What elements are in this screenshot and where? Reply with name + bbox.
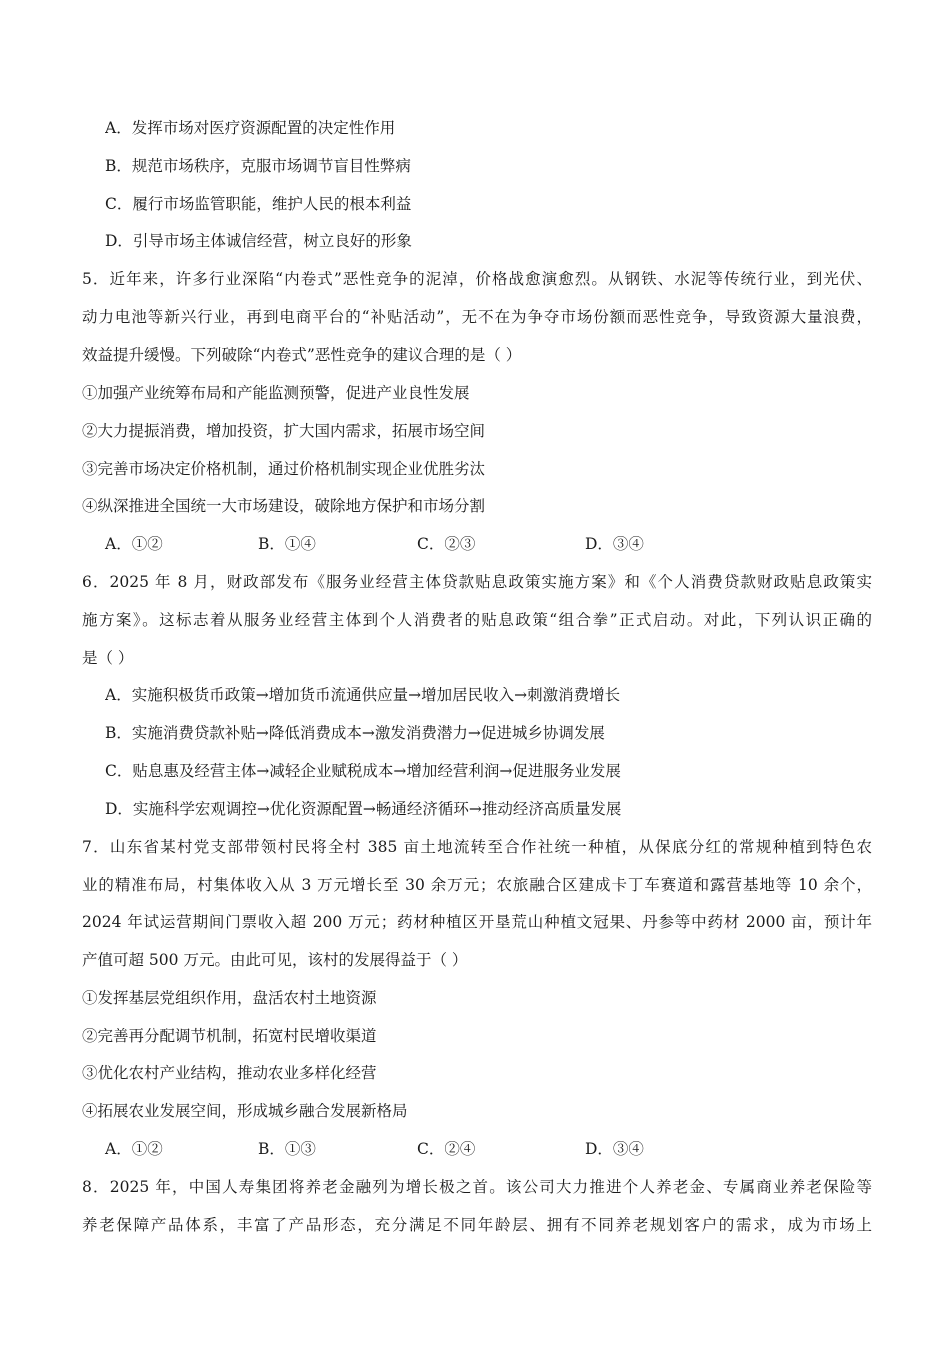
q7-statement-2: ②完善再分配调节机制，拓宽村民增收渠道 (82, 1027, 377, 1045)
q5-choice-d: D．③④ (585, 535, 644, 553)
q5-choice-c: C．②③ (417, 535, 476, 553)
q6-option-c: C．贴息惠及经营主体→减轻企业赋税成本→增加经营利润→促进服务业发展 (105, 762, 621, 780)
q7-stem-line-3: 2024 年试运营期间门票收入超 200 万元；药材种植区开垦荒山种植文冠果、丹参等中药材 2000 亩，预计年 (82, 913, 872, 931)
q6-stem-line-2: 施方案》。这标志着从服务业经营主体到个人消费者的贴息政策“组合拳”正式启动。对此，下列认识正确的 (82, 611, 872, 629)
q8-stem-line-2: 养老保障产品体系，丰富了产品形态，充分满足不同年龄层、拥有不同养老规划客户的需求，成为市场上 (82, 1216, 872, 1234)
q6-option-a: A．实施积极货币政策→增加货币流通供应量→增加居民收入→刺激消费增长 (105, 686, 621, 704)
q7-choice-c: C．②④ (417, 1140, 476, 1158)
q7-choice-d: D．③④ (585, 1140, 644, 1158)
q7-choice-b: B．①③ (258, 1140, 316, 1158)
q7-statement-4: ④拓展农业发展空间，形成城乡融合发展新格局 (82, 1102, 408, 1120)
q5-statement-2: ②大力提振消费，增加投资，扩大国内需求，拓展市场空间 (82, 422, 486, 440)
q5-choice-b: B．①④ (258, 535, 316, 553)
q5-stem-line-2: 动力电池等新兴行业，再到电商平台的“补贴活动”，无不在为争夺市场份额而恶性竞争，导致资源大量浪费， (82, 308, 872, 326)
q5-stem-line-1: 5．近年来，许多行业深陷“内卷式”恶性竞争的泥淖，价格战愈演愈烈。从钢铁、水泥等传统行业，到光伏、 (82, 270, 872, 288)
q8-stem-line-1: 8．2025 年，中国人寿集团将养老金融列为增长极之首。该公司大力推进个人养老金、专属商业养老保险等 (82, 1178, 872, 1196)
q5-statement-1: ①加强产业统筹布局和产能监测预警，促进产业良性发展 (82, 384, 470, 402)
q7-choices (105, 1139, 805, 1159)
q4-option-c: C．履行市场监管职能，维护人民的根本利益 (105, 195, 412, 213)
q5-choices (105, 534, 805, 554)
q6-stem-line-1: 6．2025 年 8 月，财政部发布《服务业经营主体贷款贴息政策实施方案》和《个人消费贷款财政贴息政策实 (82, 573, 872, 591)
q7-stem-line-2: 业的精准布局，村集体收入从 3 万元增长至 30 余万元；农旅融合区建成卡丁车赛道和露营基地等 10 余个， (82, 876, 872, 894)
q7-stem-line-4: 产值可超 500 万元。由此可见，该村的发展得益于（ ） (82, 951, 468, 969)
q4-option-b: B．规范市场秩序，克服市场调节盲目性弊病 (105, 157, 411, 175)
q5-stem-line-3: 效益提升缓慢。下列破除“内卷式”恶性竞争的建议合理的是（ ） (82, 346, 522, 364)
q6-stem-line-3: 是（ ） (82, 649, 134, 667)
q5-statement-3: ③完善市场决定价格机制，通过价格机制实现企业优胜劣汰 (82, 460, 486, 478)
q5-statement-4: ④纵深推进全国统一大市场建设，破除地方保护和市场分割 (82, 497, 486, 515)
q6-option-d: D．实施科学宏观调控→优化资源配置→畅通经济循环→推动经济高质量发展 (105, 800, 622, 818)
q4-option-d: D．引导市场主体诚信经营，树立良好的形象 (105, 232, 412, 250)
q7-choice-a: A．①② (105, 1140, 163, 1158)
q7-statement-1: ①发挥基层党组织作用，盘活农村土地资源 (82, 989, 377, 1007)
q6-option-b: B．实施消费贷款补贴→降低消费成本→激发消费潜力→促进城乡协调发展 (105, 724, 605, 742)
q7-stem-line-1: 7．山东省某村党支部带领村民将全村 385 亩土地流转至合作社统一种植，从保底分红的常规种植到特色农 (82, 838, 872, 856)
q5-choice-a: A．①② (105, 535, 163, 553)
q7-statement-3: ③优化农村产业结构，推动农业多样化经营 (82, 1064, 377, 1082)
q4-option-a: A．发挥市场对医疗资源配置的决定性作用 (105, 119, 396, 137)
